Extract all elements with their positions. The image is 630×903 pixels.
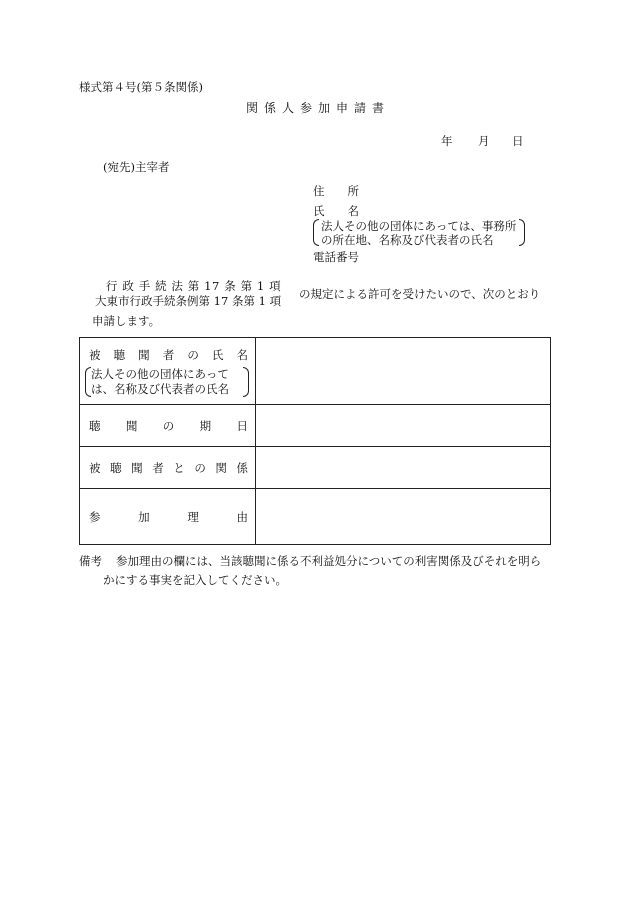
law-ref-2: 大東市行政手続条例第 17 条第 1 項 <box>95 294 282 308</box>
participation-reason-label-cell <box>80 489 256 545</box>
application-table <box>79 337 551 545</box>
relationship-label-cell <box>80 447 256 489</box>
table-row <box>80 338 551 405</box>
participation-reason-label: 参 加 理 由 <box>89 509 248 524</box>
row1-note-line1: 法人その他の団体にあって <box>91 367 229 381</box>
row1-right-bracket <box>243 367 249 397</box>
hearing-date-field[interactable] <box>256 405 551 447</box>
date-month-label: 月 <box>478 134 490 148</box>
participation-reason-field[interactable] <box>256 489 551 545</box>
phone-label: 電話番号 <box>313 250 359 264</box>
org-note-line1: 法人その他の団体にあっては、事務所 <box>321 219 517 233</box>
table-row <box>80 489 551 545</box>
law-suffix: の規定による許可を受けたいので、次のとおり <box>299 287 541 301</box>
remarks-line2: かにする事実を記入してください。 <box>103 573 287 587</box>
addressee: (宛先)主宰者 <box>103 160 170 174</box>
hearing-date-label-cell <box>80 405 256 447</box>
law-ref-1: 行 政 手 続 法 第 17 条 第 1 項 <box>106 279 282 293</box>
name-label: 氏 名 <box>313 204 359 218</box>
document-title: 関係人参加申請書 <box>246 101 391 115</box>
relationship-label: 被 聴 聞 者 と の 関 係 <box>89 460 248 475</box>
form-number: 様式第４号(第５条関係) <box>79 80 203 94</box>
closing-text: 申請します。 <box>92 314 161 328</box>
remarks-heading: 備考 <box>79 554 102 568</box>
right-bracket <box>519 219 525 246</box>
participant-name-field[interactable] <box>256 338 551 405</box>
left-bracket <box>313 219 319 246</box>
participant-name-label-cell <box>80 338 256 405</box>
remarks-line1: 参加理由の欄には、当該聴聞に係る不利益処分についての利害関係及びそれを明ら <box>116 554 542 568</box>
org-note-line2: の所在地、名称及び代表者の氏名 <box>321 233 494 247</box>
table-row <box>80 405 551 447</box>
row1-note-line2: は、名称及び代表者の氏名 <box>91 382 229 396</box>
date-year-label: 年 <box>441 134 453 148</box>
hearing-date-label: 聴 聞 の 期 日 <box>89 418 248 433</box>
table-row <box>80 447 551 489</box>
address-label: 住 所 <box>313 184 359 198</box>
relationship-field[interactable] <box>256 447 551 489</box>
date-day-label: 日 <box>512 134 524 148</box>
participant-name-label: 被 聴 聞 者 の 氏 名 <box>89 348 248 362</box>
